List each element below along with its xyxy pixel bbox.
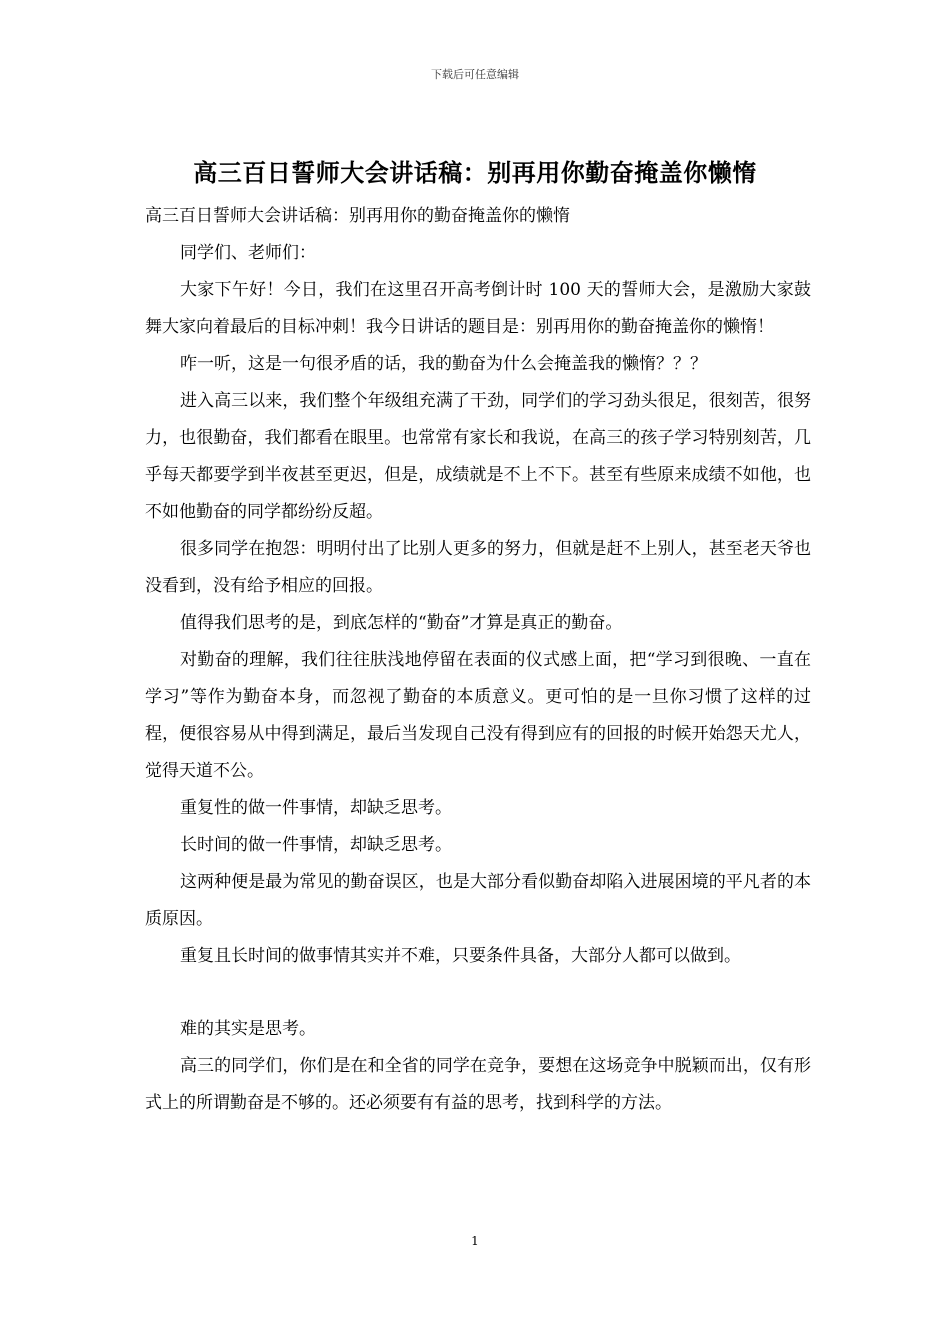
paragraph: 对勤奋的理解，我们往往肤浅地停留在表面的仪式感上面，把“学习到很晚、一直在学习”等作为勤奋本身，而忽视了勤奋的本质意义。更可怕的是一旦你习惯了这样的过程，便很容易从中得到满足，最后当发现自己没有得到应有的回报的时候开始怨天尤人，觉得天道不公。 <box>145 650 811 781</box>
paragraph: 很多同学在抱怨：明明付出了比别人更多的努力，但就是赶不上别人，甚至老天爷也没看到，没有给予相应的回报。 <box>145 539 811 596</box>
paragraph: 咋一听，这是一句很矛盾的话，我的勤奋为什么会掩盖我的懒惰？？？ <box>180 354 707 374</box>
page-number: 1 <box>471 1234 479 1248</box>
paragraph: 高三的同学们，你们是在和全省的同学在竞争，要想在这场竞争中脱颖而出，仅有形式上的所谓勤奋是不够的。还必须要有有益的思考，找到科学的方法。 <box>145 1056 811 1113</box>
paragraph: 长时间的做一件事情，却缺乏思考。 <box>180 835 452 855</box>
paragraph: 同学们、老师们： <box>180 243 316 263</box>
subtitle: 高三百日誓师大会讲话稿：别再用你的勤奋掩盖你的懒惰 <box>145 206 570 226</box>
paragraph: 大家下午好！今日，我们在这里召开高考倒计时 100 天的誓师大会，是激励大家鼓舞大家向着最后的目标冲刺！我今日讲话的题目是：别再用你的勤奋掩盖你的懒惰！ <box>145 280 811 337</box>
paragraph-spacer <box>145 975 811 1011</box>
paragraph: 值得我们思考的是，到底怎样的“勤奋”才算是真正的勤奋。 <box>180 613 623 633</box>
paragraph: 重复且长时间的做事情其实并不难，只要条件具备，大部分人都可以做到。 <box>180 946 741 966</box>
paragraph: 重复性的做一件事情，却缺乏思考。 <box>180 798 452 818</box>
paragraph: 这两种便是最为常见的勤奋误区，也是大部分看似勤奋却陷入进展困境的平凡者的本质原因。 <box>145 872 811 929</box>
paragraph: 难的其实是思考。 <box>180 1019 316 1039</box>
page-header: 下载后可任意编辑 <box>431 68 519 81</box>
document-title: 高三百日誓师大会讲话稿：别再用你勤奋掩盖你懒惰 <box>193 159 757 187</box>
paragraph: 进入高三以来，我们整个年级组充满了干劲，同学们的学习劲头很足，很刻苦，很努力，也很勤奋，我们都看在眼里。也常常有家长和我说，在高三的孩子学习特别刻苦，几乎每天都要学到半夜甚至更迟，但是，成绩就是不上不下。甚至有些原来成绩不如他，也不如他勤奋的同学都纷纷反超。 <box>145 391 811 522</box>
document-body <box>145 198 811 1122</box>
